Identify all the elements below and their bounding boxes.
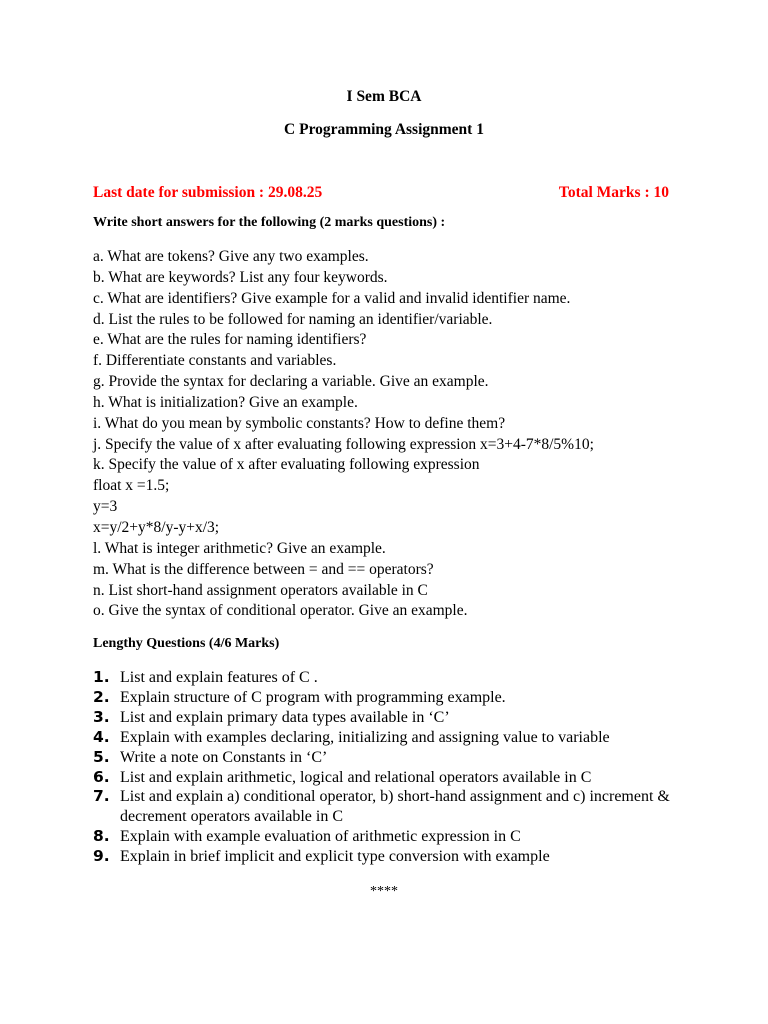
question-number: 4.	[93, 727, 110, 746]
question-number: 2.	[93, 687, 110, 706]
lengthy-question	[93, 728, 733, 748]
short-question: f. Differentiate constants and variables.	[93, 352, 337, 370]
lengthy-question	[93, 847, 733, 867]
deadline-row	[93, 184, 669, 202]
question-number: 1.	[93, 668, 110, 686]
submission-date: Last date for submission : 29.08.25	[93, 184, 323, 201]
lengthy-question	[93, 748, 733, 768]
question-text: Explain with example evaluation of arithmetic expression in C	[120, 828, 521, 846]
lengthy-question	[93, 688, 733, 708]
question-number: 8.	[93, 827, 110, 846]
total-marks: Total Marks : 10	[558, 184, 669, 201]
assignment-title: C Programming Assignment 1	[284, 121, 484, 138]
code-line: float x =1.5;	[93, 477, 170, 495]
short-question: o. Give the syntax of conditional operator. Give an example.	[93, 602, 468, 620]
short-question: a. What are tokens? Give any two examples.	[93, 248, 369, 265]
question-text: Explain in brief implicit and explicit type conversion with example	[120, 848, 550, 866]
lengthy-question	[93, 668, 733, 688]
question-number: 5.	[93, 747, 110, 766]
lengthy-question	[93, 768, 733, 788]
lengthy-questions-heading: Lengthy Questions (4/6 Marks)	[93, 636, 280, 651]
short-question: j. Specify the value of x after evaluating following expression x=3+4-7*8/5%10;	[93, 435, 594, 453]
question-number: 6.	[93, 767, 110, 786]
short-question: i. What do you mean by symbolic constants? How to define them?	[93, 414, 506, 432]
short-question: n. List short-hand assignment operators available in C	[93, 581, 428, 599]
question-text: List and explain arithmetic, logical and relational operators available in C	[120, 768, 592, 786]
short-questions-heading: Write short answers for the following (2 marks questions) :	[93, 215, 446, 230]
short-question: c. What are identifiers? Give example for a valid and invalid identifier name.	[93, 289, 571, 307]
question-number: 3.	[93, 707, 110, 726]
short-question: g. Provide the syntax for declaring a variable. Give an example.	[93, 373, 489, 391]
question-text: List and explain features of C .	[120, 669, 318, 686]
short-question: e. What are the rules for naming identifiers?	[93, 331, 367, 349]
code-line: x=y/2+y*8/y-y+x/3;	[93, 518, 220, 536]
question-text: List and explain primary data types available in ‘C’	[120, 708, 450, 726]
question-text: List and explain a) conditional operator, b) short-hand assignment and c) increment & decrement operators available in C	[120, 788, 670, 826]
short-question: h. What is initialization? Give an example.	[93, 393, 358, 411]
short-question: l. What is integer arithmetic? Give an example.	[93, 539, 386, 557]
course-title: I Sem BCA	[346, 88, 422, 105]
question-text: Explain structure of C program with programming example.	[120, 688, 506, 706]
question-number: 9.	[93, 847, 110, 866]
end-of-document-mark: ****	[370, 884, 398, 899]
question-text: Write a note on Constants in ‘C’	[120, 748, 328, 766]
short-question: d. List the rules to be followed for naming an identifier/variable.	[93, 310, 493, 328]
short-question: k. Specify the value of x after evaluating following expression	[93, 456, 480, 474]
lengthy-question	[93, 708, 733, 728]
question-number: 7.	[93, 787, 110, 806]
lengthy-question	[93, 827, 733, 847]
question-text: Explain with examples declaring, initializing and assigning value to variable	[120, 728, 610, 746]
lengthy-questions-list	[93, 668, 733, 867]
code-line: y=3	[93, 498, 118, 516]
short-question: m. What is the difference between = and == operators?	[93, 560, 434, 578]
short-questions-list	[93, 247, 713, 622]
lengthy-question	[93, 787, 733, 827]
short-question: b. What are keywords? List any four keywords.	[93, 268, 388, 286]
